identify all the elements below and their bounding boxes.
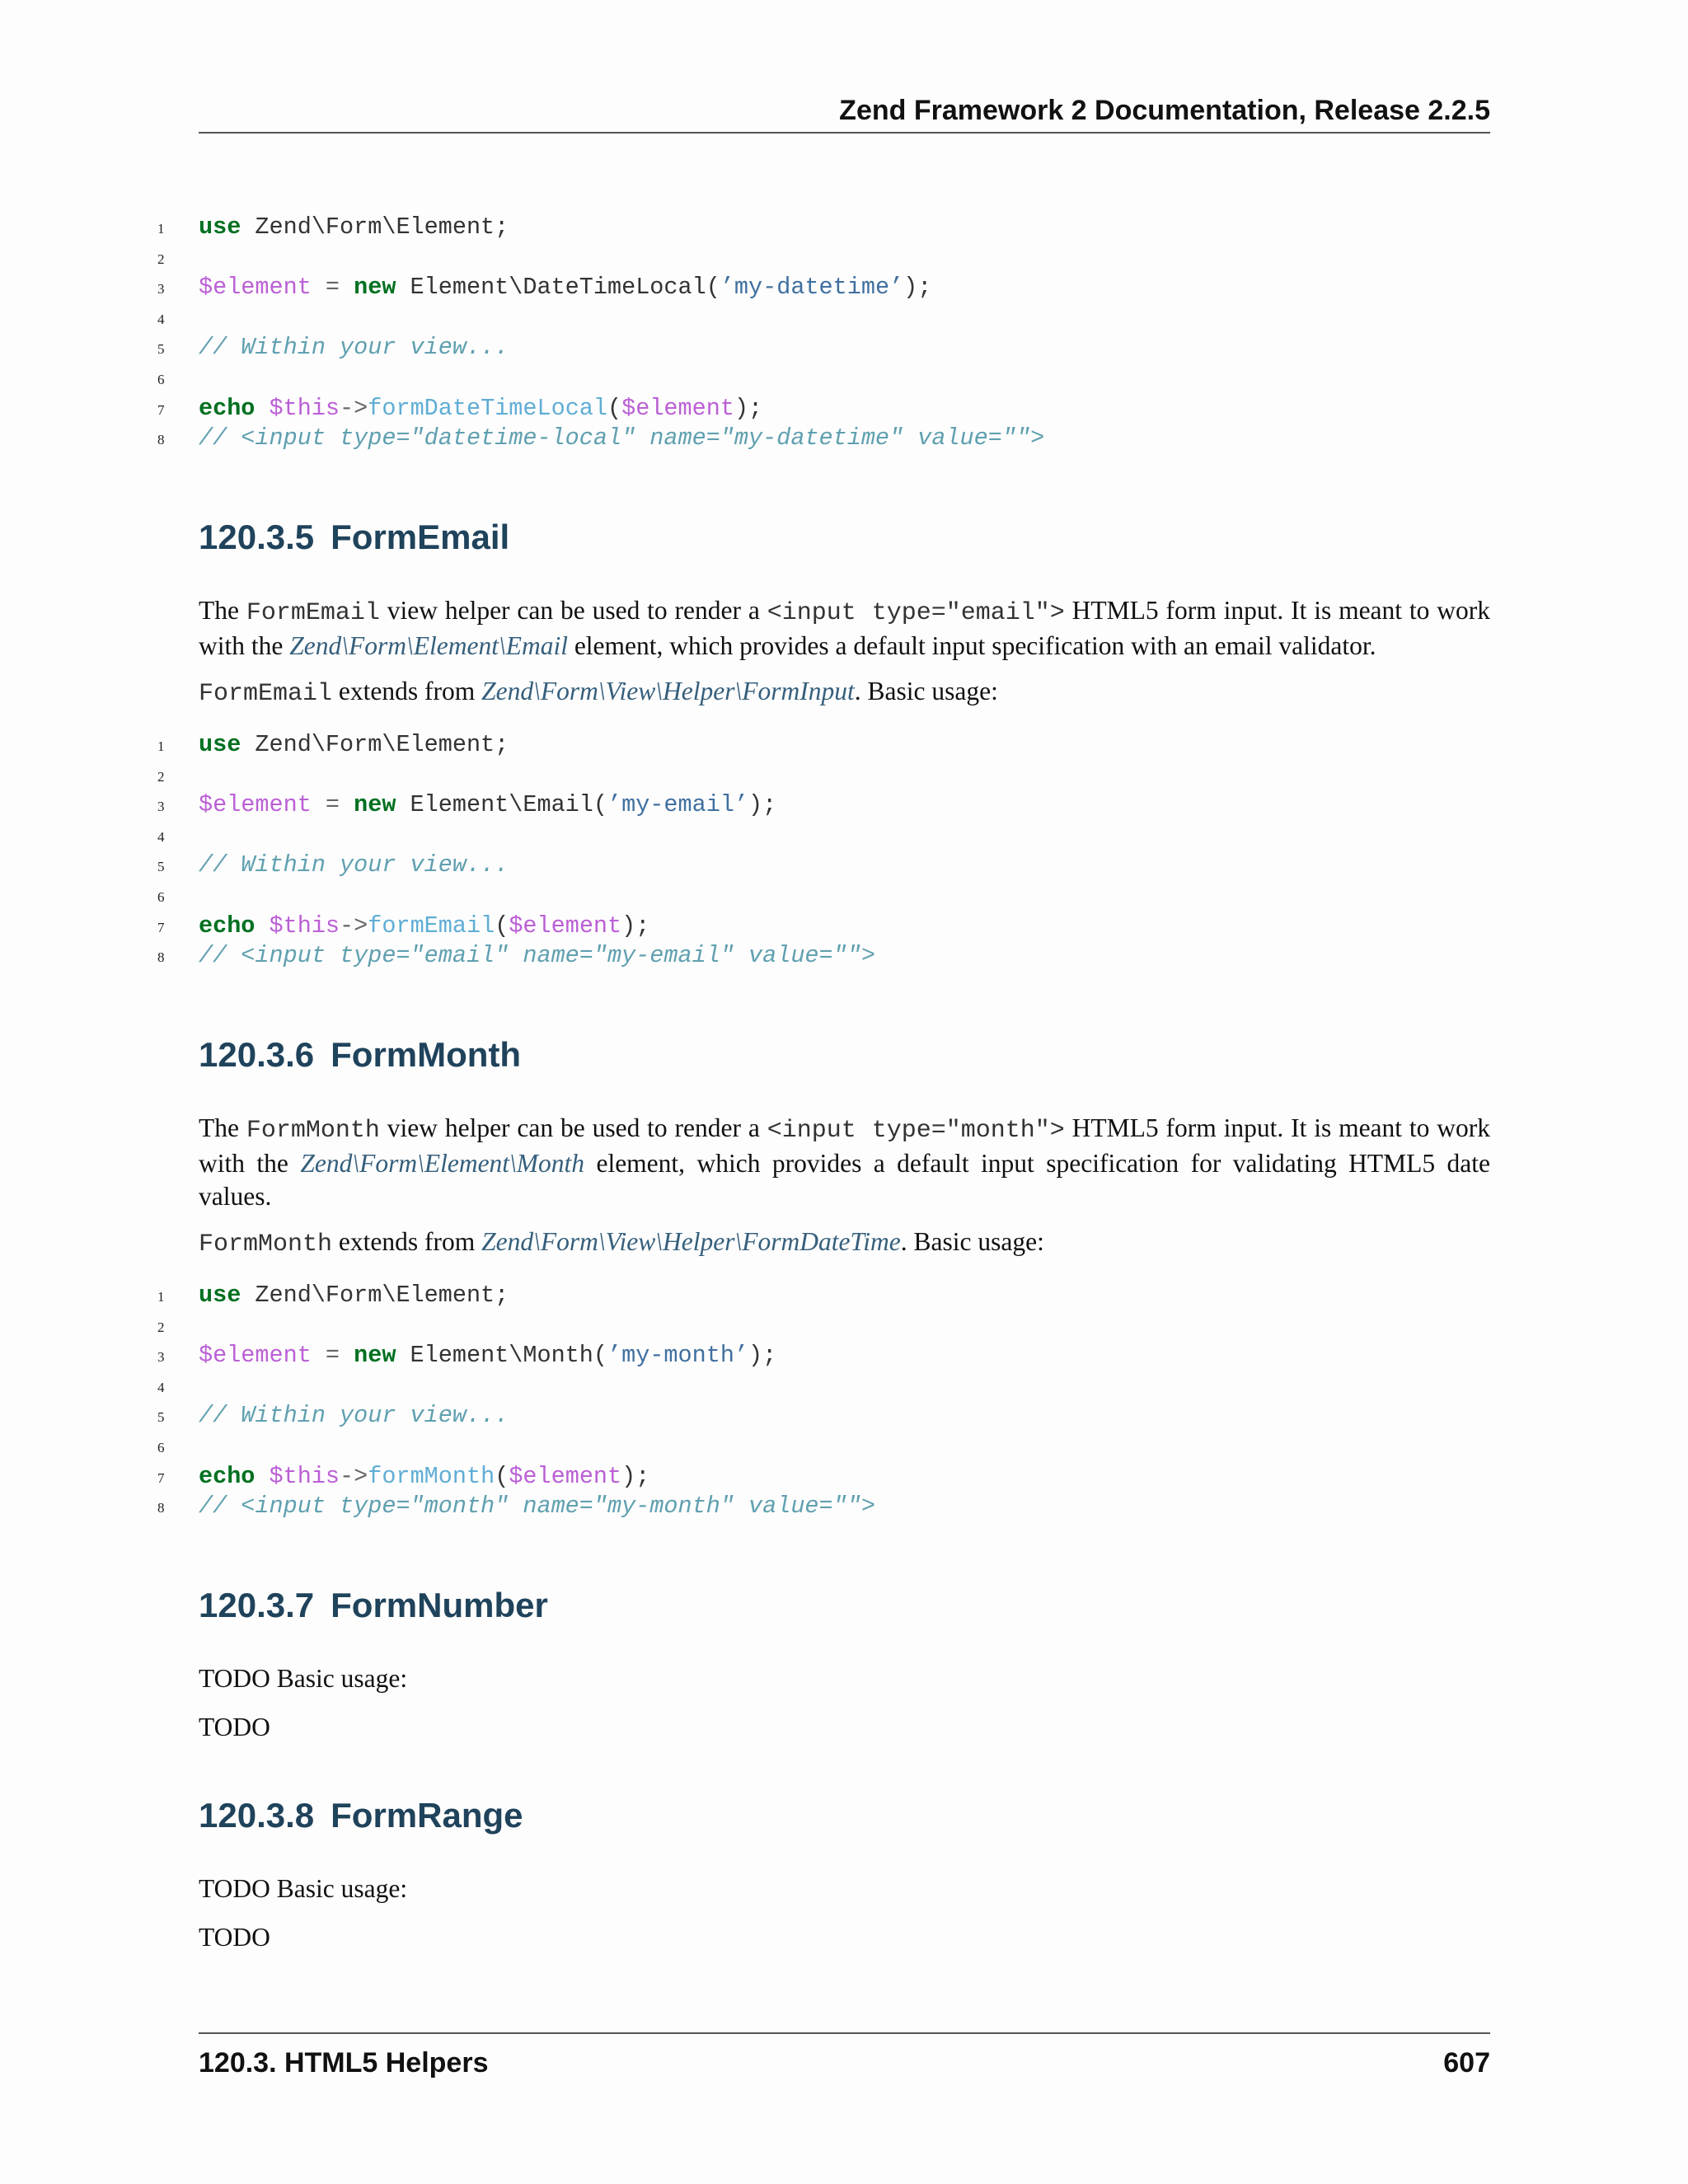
section-title: FormRange <box>331 1796 523 1835</box>
code-text: Element\Email( <box>396 791 607 819</box>
code-block-month <box>157 1281 1490 1522</box>
code-comment: // <input type="datetime-local" name="my-datetime" value=""> <box>199 424 1045 452</box>
code-string: ’my-month’ <box>607 1342 749 1370</box>
code-string: ’my-datetime’ <box>720 274 904 302</box>
code-block-datetime-local <box>157 213 1490 454</box>
code-keyword: echo <box>199 1462 256 1490</box>
code-text: ); <box>748 791 777 819</box>
inline-code: FormMonth <box>246 1117 380 1145</box>
code-function: formDateTimeLocal <box>368 394 608 422</box>
paragraph-formnumber-usage: TODO Basic usage: <box>199 1664 408 1693</box>
code-line <box>157 394 1490 424</box>
line-number: 5 <box>157 859 165 875</box>
line-number: 5 <box>157 341 165 358</box>
section-title: FormMonth <box>331 1035 522 1074</box>
line-number: 4 <box>157 1379 165 1395</box>
code-text: ); <box>748 1342 777 1370</box>
code-comment: // <input type="email" name="my-email" value=""> <box>199 942 875 970</box>
code-keyword: use <box>199 213 241 241</box>
code-operator: = <box>311 1342 354 1370</box>
code-keyword: new <box>354 1342 396 1370</box>
code-text: ( <box>495 912 509 940</box>
line-number: 3 <box>157 281 165 298</box>
code-comment: // Within your view... <box>199 851 509 879</box>
code-text: Element\Month( <box>396 1342 607 1370</box>
code-line <box>157 790 1490 821</box>
code-function: formMonth <box>368 1462 495 1490</box>
code-comment: // <input type="month" name="my-month" value=""> <box>199 1493 875 1521</box>
code-line <box>157 941 1490 972</box>
running-footer <box>199 2032 1490 2083</box>
code-function: formEmail <box>368 912 495 940</box>
line-number: 8 <box>157 1500 165 1516</box>
paragraph-formnumber-todo: TODO <box>199 1713 270 1741</box>
code-line <box>157 1401 1490 1432</box>
paragraph-formrange-usage: TODO Basic usage: <box>199 1874 408 1903</box>
code-keyword: use <box>199 731 241 758</box>
code-text: ); <box>903 274 932 302</box>
code-variable: $this <box>255 912 340 940</box>
reference-link[interactable]: Zend\Form\Element\Email <box>289 631 568 660</box>
code-keyword: use <box>199 1282 241 1309</box>
section-heading-formmonth <box>199 1035 521 1075</box>
reference-link[interactable]: Zend\Form\Element\Month <box>300 1149 585 1178</box>
code-line <box>157 363 1490 394</box>
line-number: 1 <box>157 221 165 237</box>
code-line <box>157 273 1490 303</box>
code-comment: // Within your view... <box>199 1402 509 1430</box>
code-variable: $element <box>199 791 312 819</box>
inline-code: FormEmail <box>246 599 380 627</box>
code-line <box>157 243 1490 274</box>
code-keyword: echo <box>199 394 256 422</box>
line-number: 2 <box>157 251 165 267</box>
reference-link[interactable]: Zend\Form\View\Helper\FormDateTime <box>481 1227 901 1256</box>
code-variable: $element <box>199 1342 312 1370</box>
code-operator: -> <box>340 394 368 422</box>
line-number: 7 <box>157 919 165 935</box>
code-operator: -> <box>340 912 368 940</box>
paragraph-formemail-intro: The FormEmail view helper can be used to render a <input type="email"> HTML5 form input. It is meant to work with the Zend\Form\Element\Email element, which provides a default input specification with an email validator. <box>199 596 1491 660</box>
line-number: 1 <box>157 1289 165 1305</box>
code-variable: $element <box>621 394 734 422</box>
section-heading-formemail <box>199 518 509 557</box>
inline-code: <input type="email"> <box>767 599 1065 627</box>
document-page <box>157 0 1491 2184</box>
reference-link[interactable]: Zend\Form\View\Helper\FormInput <box>481 677 855 705</box>
code-text: ); <box>621 912 650 940</box>
code-text: Zend\Form\Element; <box>241 1282 509 1309</box>
paragraph-formmonth-intro: The FormMonth view helper can be used to render a <input type="month"> HTML5 form input. It is meant to work with the Zend\Form\Element\Month element, which provides a default input specification for validating HTML5 date values. <box>199 1113 1491 1211</box>
code-operator: = <box>311 274 354 302</box>
line-number: 6 <box>157 371 165 387</box>
section-heading-formnumber <box>199 1586 548 1625</box>
code-line <box>157 881 1490 912</box>
section-number: 120.3.8 <box>199 1796 315 1835</box>
code-keyword: new <box>354 274 396 302</box>
line-number: 2 <box>157 1319 165 1335</box>
code-line <box>157 424 1490 454</box>
line-number: 8 <box>157 949 165 966</box>
code-text: Zend\Form\Element; <box>241 731 509 758</box>
document-title: Zend Framework 2 Documentation, Release 2.2.5 <box>839 95 1490 126</box>
code-keyword: echo <box>199 912 256 940</box>
code-line <box>157 1492 1490 1522</box>
code-line <box>157 1462 1490 1493</box>
line-number: 5 <box>157 1409 165 1426</box>
inline-code: <input type="month"> <box>767 1117 1065 1145</box>
code-variable: $this <box>255 394 340 422</box>
code-variable: $element <box>509 1462 622 1490</box>
paragraph-formmonth-extends: FormMonth extends from Zend\Form\View\Helper\FormDateTime. Basic usage: <box>199 1227 1044 1258</box>
code-line <box>157 1311 1490 1342</box>
code-comment: // Within your view... <box>199 334 509 362</box>
line-number: 7 <box>157 401 165 418</box>
inline-code: FormEmail <box>199 680 333 708</box>
code-text: ); <box>621 1462 650 1490</box>
line-number: 3 <box>157 1349 165 1366</box>
section-title: FormNumber <box>331 1586 548 1624</box>
code-text: Element\DateTimeLocal( <box>396 274 720 302</box>
running-header <box>199 89 1490 134</box>
section-number: 120.3.6 <box>199 1035 315 1074</box>
paragraph-formemail-extends: FormEmail extends from Zend\Form\View\Helper\FormInput. Basic usage: <box>199 677 998 708</box>
section-number: 120.3.5 <box>199 518 315 556</box>
code-variable: $element <box>199 274 312 302</box>
line-number: 2 <box>157 768 165 785</box>
inline-code: FormMonth <box>199 1230 333 1258</box>
code-line <box>157 851 1490 881</box>
page-number: 607 <box>1443 2046 1490 2079</box>
code-line <box>157 761 1490 791</box>
line-number: 6 <box>157 1439 165 1455</box>
code-variable: $element <box>509 912 622 940</box>
line-number: 6 <box>157 888 165 905</box>
code-line <box>157 730 1490 761</box>
code-text: ( <box>607 394 622 422</box>
code-block-email <box>157 730 1490 972</box>
code-string: ’my-email’ <box>607 791 749 819</box>
code-text: ); <box>734 394 763 422</box>
code-operator: -> <box>340 1462 368 1490</box>
code-line <box>157 213 1490 243</box>
code-line <box>157 912 1490 942</box>
code-text: Zend\Form\Element; <box>241 213 509 241</box>
line-number: 8 <box>157 432 165 448</box>
line-number: 1 <box>157 738 165 754</box>
code-variable: $this <box>255 1462 340 1490</box>
code-line <box>157 303 1490 334</box>
code-text: ( <box>495 1462 509 1490</box>
code-operator: = <box>311 791 354 819</box>
code-line <box>157 1281 1490 1311</box>
paragraph-formrange-todo: TODO <box>199 1923 270 1952</box>
code-line <box>157 1371 1490 1402</box>
code-keyword: new <box>354 791 396 819</box>
line-number: 3 <box>157 799 165 815</box>
code-line <box>157 1341 1490 1371</box>
line-number: 4 <box>157 311 165 327</box>
footer-section: 120.3. HTML5 Helpers <box>199 2046 489 2079</box>
code-line <box>157 1432 1490 1462</box>
code-line <box>157 333 1490 363</box>
line-number: 7 <box>157 1469 165 1486</box>
code-line <box>157 821 1490 851</box>
section-number: 120.3.7 <box>199 1586 315 1624</box>
line-number: 4 <box>157 828 165 845</box>
section-title: FormEmail <box>331 518 510 556</box>
section-heading-formrange <box>199 1796 523 1835</box>
